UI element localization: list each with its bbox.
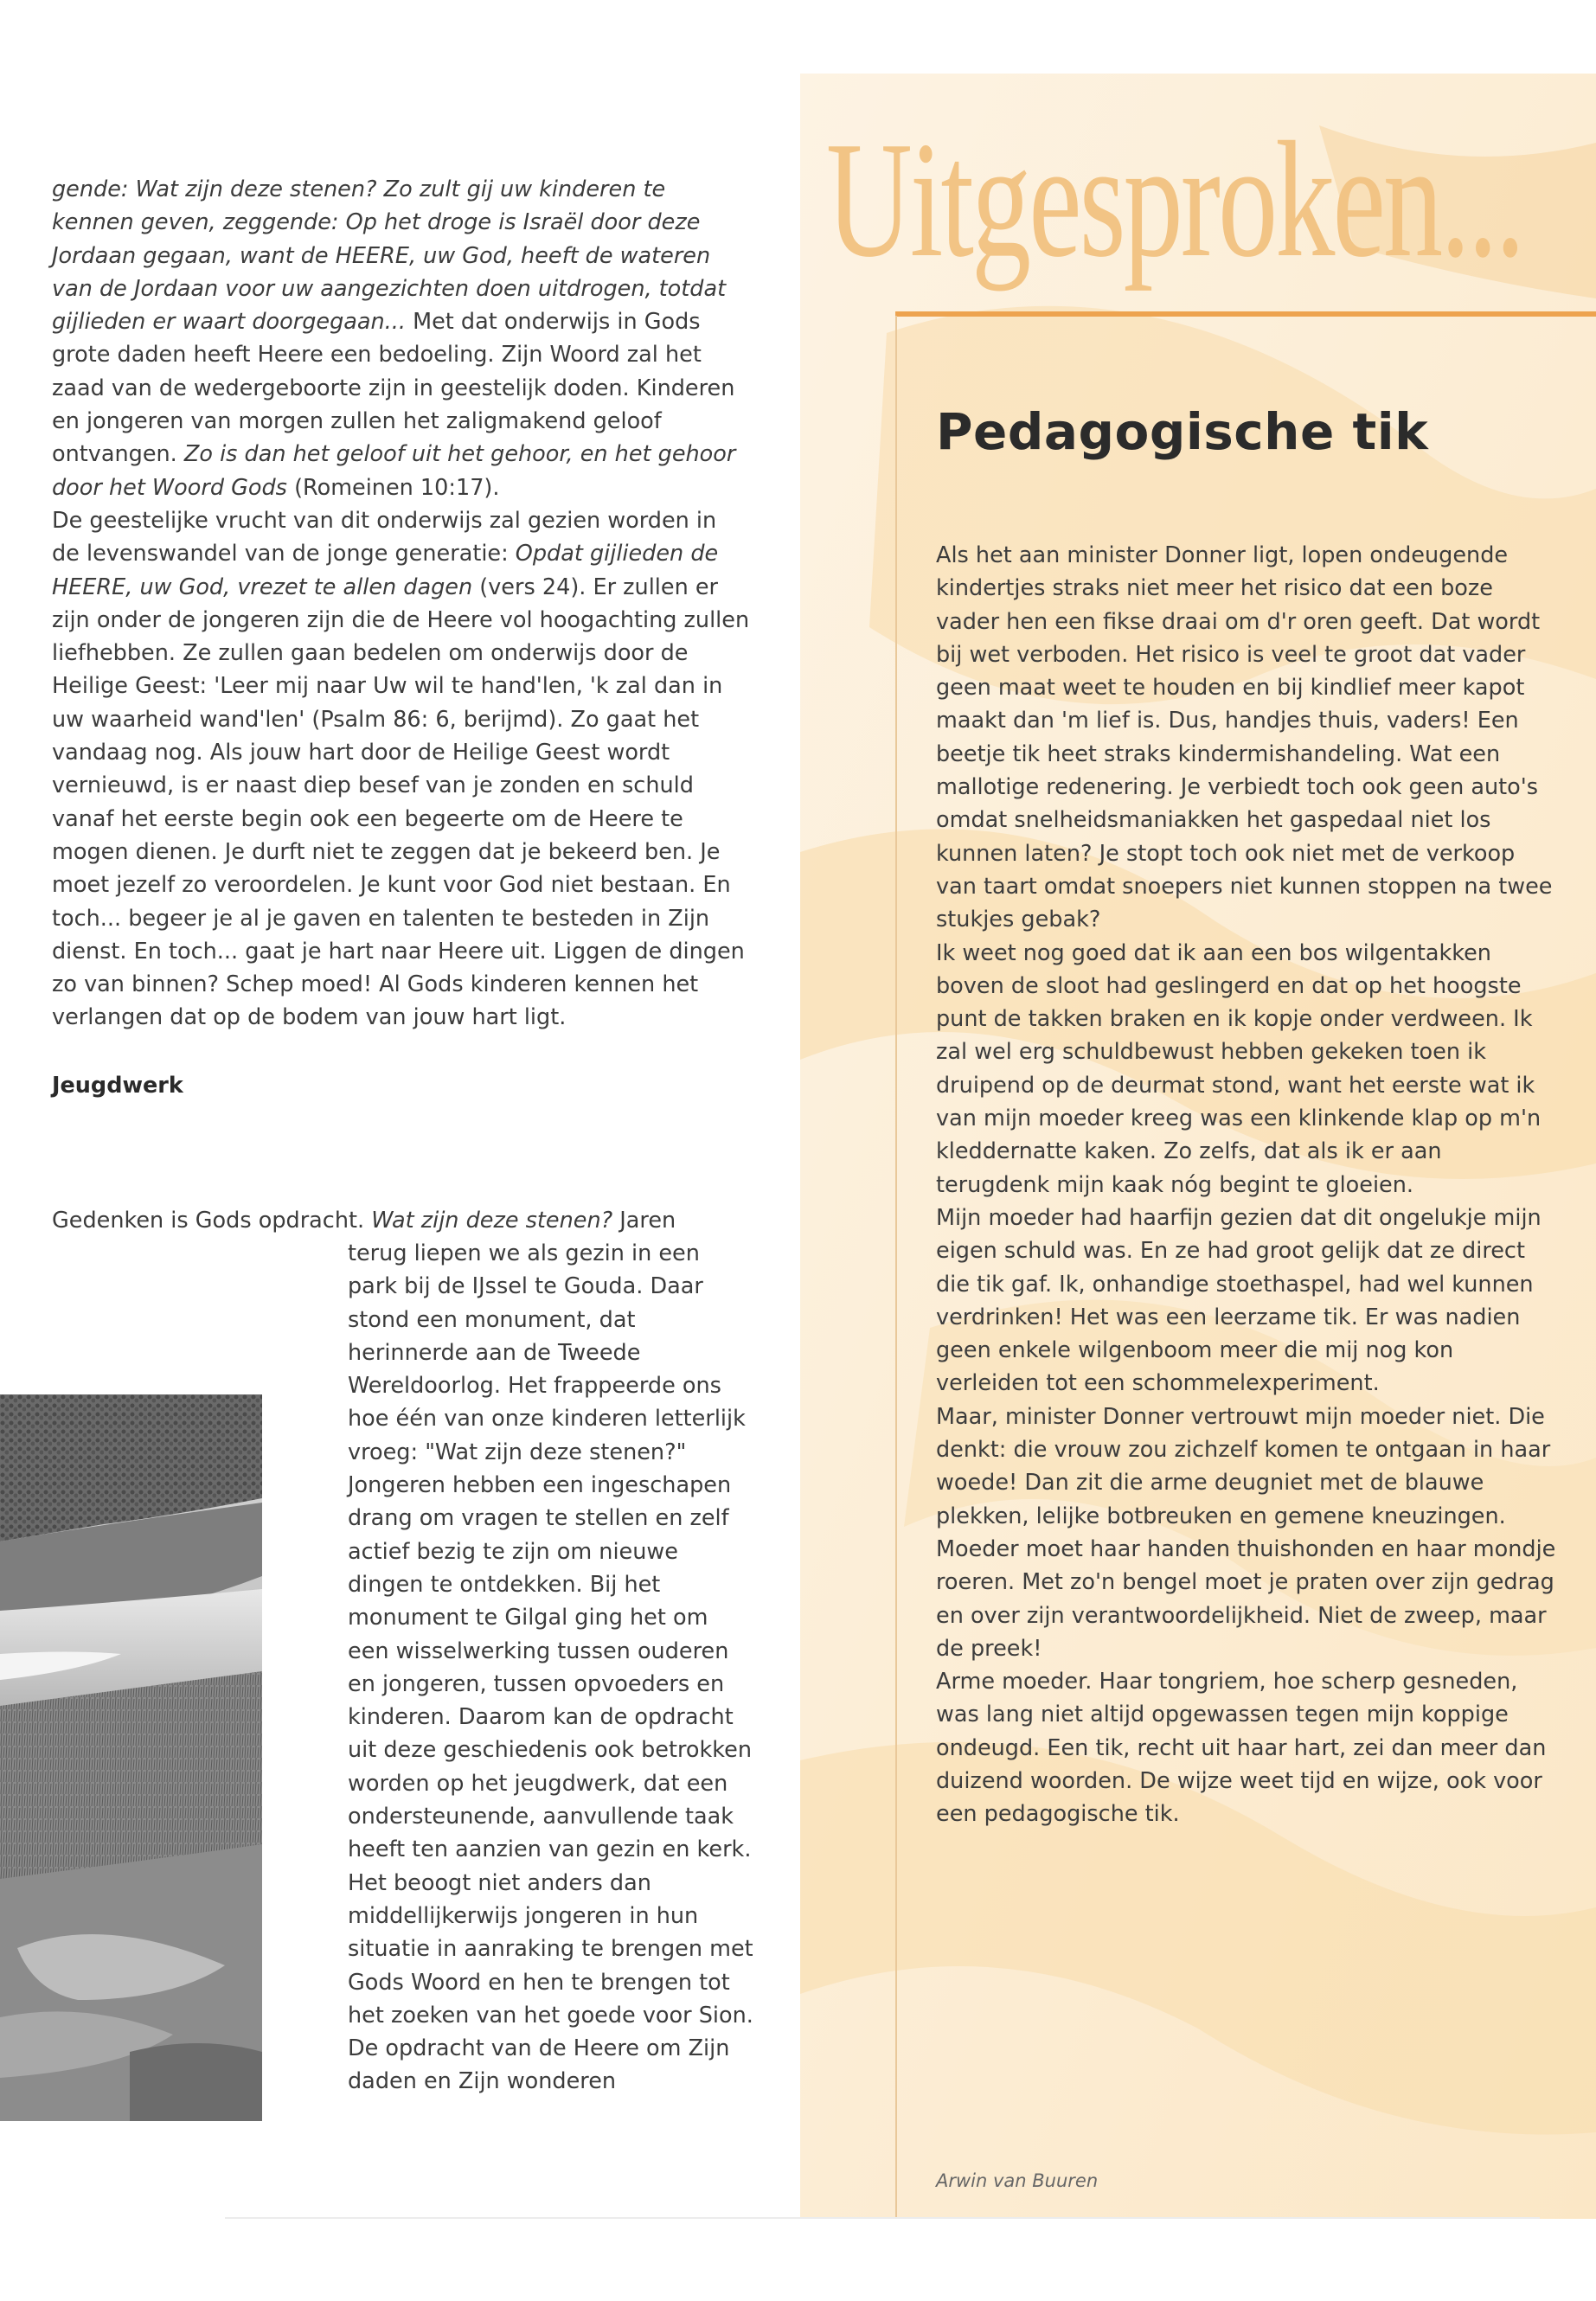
masthead-rule (895, 311, 1596, 317)
column-panel (800, 74, 1596, 2219)
bible-quote: gende: Wat zijn deze stenen? Zo zult gij uw kinderen te kennen geven, zeggende: Op het droge is Israël door deze Jordaan gegaan, want de HEERE, uw God, heeft de wateren van de Jordaan voor uw aangezichten doen uitdrogen, totdat gijlieden er waart doorgegaan... (52, 176, 727, 336)
bible-quote: Wat zijn deze stenen? (371, 1208, 613, 1234)
article-paragraph: Ik weet nog goed dat ik aan een bos wilgentakken boven de sloot had geslingerd en dat op het hoogste punt de takken braken en ik kopje onder verdween. Ik zal wel erg schuldbewust hebben gekeken toen ik druipend op de deurmat stond, want het eerste wat ik van mijn moeder kreeg was een klinkende klap op m'n kleddernatte kaken. Zo zelfs, dat als ik er aan terugdenk mijn kaak nóg begint te gloeien. (936, 939, 1542, 1198)
left-paragraph-3: terug liepen we als gezin in een park bij de IJssel te Gouda. Daar stond een monument, dat herinnerde aan de Tweede Wereldoorlog. Het frappeerde ons hoe één van onze kinderen letterlijk vroeg: "Wat zijn deze stenen?" Jongeren hebben een ingeschapen drang om vragen te stellen en zelf actief bezig te zijn om nieuwe dingen te ontdekken. Bij het monument te Gilgal ging het om een wisselwerking tussen ouderen en jongeren, tussen opvoeders en kinderen. Daarom kan de opdracht uit deze geschiedenis ook betrokken worden op het jeugdwerk, dat een ondersteunende, aanvullende taak heeft ten aanzien van gezin en kerk. Het beoogt niet anders dan middellijkerwijs jongeren in hun situatie in aanraking te brengen met Gods Woord en hen te brengen tot het zoeken van het goede voor Sion. (348, 1240, 753, 2029)
jeugdwerk-first-line (52, 1204, 761, 1237)
text-run: Gedenken is Gods opdracht. (52, 1208, 372, 1234)
photo-image (0, 1394, 262, 2121)
text-run: (Romeinen 10:17). (286, 474, 500, 501)
wrap-text (348, 1237, 754, 2099)
article-paragraph: Maar, minister Donner vertrouwt mijn moeder niet. Die denkt: die vrouw zou zichzelf komen te ontgaan in haar woede! Dan zit die arme deugniet met de blauwe plekken, lelijke botbreuken en gemene kneuzingen. Moeder moet haar handen thuishonden en haar mondje roeren. Met zo'n bengel moet je praten over zijn gedrag en over zijn verantwoordelijkheid. Niet de zweep, maar de preek! (936, 1403, 1556, 1662)
text-run: De geestelijke vrucht van dit onderwijs zal gezien worden in de levenswandel van de jonge generatie: (52, 507, 717, 567)
footer-rule (225, 2217, 1540, 2219)
article-paragraph: Arme moeder. Haar tongriem, hoe scherp gesneden, was lang niet altijd opgewassen tegen mijn koppige ondeugd. Een tik, recht uit haar hart, zei dan meer dan duizend woorden. De wijze weet tijd en wijze, ook voor een pedagogische tik. (936, 1669, 1547, 1828)
article-body (936, 539, 1559, 1831)
landscape-photo (0, 1394, 262, 2121)
text-run: Met dat onderwijs in Gods grote daden heeft Heere een bedoeling. Zijn Woord zal het zaad van de wedergeboorte zijn in geestelijk doden. Kinderen en jongeren van morgen zullen het zaligmakend geloof ontvangen. (52, 309, 735, 468)
masthead-title: Uitgesproken... (826, 107, 1523, 292)
section-heading: Jeugdwerk (52, 1072, 183, 1099)
left-paragraph-4: De opdracht van de Heere om Zijn daden en Zijn wonderen (348, 2035, 730, 2095)
bible-quote: Zo is dan het geloof uit het gehoor, en het gehoor door het Woord Gods (52, 441, 736, 501)
text-run: Jaren (612, 1208, 676, 1234)
left-column (52, 173, 751, 1102)
text-run: (vers 24). Er zullen er zijn onder de jongeren zijn die de Heere vol hoogachting zullen liefhebben. Ze zullen gaan bedelen om onderwijs door de Heilige Geest: 'Leer mij naar Uw wil te hand'len, 'k zal dan in uw waarheid wand'len' (Psalm 86: 6, berijmd). Zo gaat het vandaag nog. Als jouw hart door de Heilige Geest wordt vernieuwd, is er naast diep besef van je zonden en schuld vanaf het eerste begin ook een begeerte om de Heere te mogen dienen. Je durft niet te zeggen dat je bekeerd ben. Je moet jezelf zo veroordelen. Je kunt voor God niet bestaan. En toch... begeer je al je gaven en talenten te besteden in Zijn dienst. En toch... gaat je hart naar Heere uit. Liggen de dingen zo van binnen? Schep moed! Al Gods kinderen kennen het verlangen dat op de bodem van jouw hart ligt. (52, 574, 750, 1031)
left-paragraph-2 (52, 504, 751, 1035)
author-byline: Arwin van Buuren (936, 2170, 1099, 2191)
column-rule (895, 316, 897, 2219)
article-title: Pedagogische tik (936, 402, 1429, 461)
left-paragraph-1 (52, 173, 751, 504)
article-paragraph: Als het aan minister Donner ligt, lopen ondeugende kindertjes straks niet meer het risico dat een boze vader hen een fikse draai om d'r oren geeft. Dat wordt bij wet verboden. Het risico is veel te groot dat vader geen maat weet te houden en bij kindlief meer kapot maakt dan 'm lief is. Dus, handjes thuis, vaders! Een beetje tik heet straks kindermishandeling. Wat een mallotige redenering. Je verbiedt toch ook geen auto's omdat snelheidsmaniakken het gaspedaal niet los kunnen laten? Je stopt toch ook niet met de verkoop van taart omdat snoepers niet kunnen stoppen na twee stukjes gebak? (936, 542, 1553, 933)
bible-quote: Opdat gijlieden de HEERE, uw God, vrezet te allen dagen (52, 541, 719, 600)
article-paragraph: Mijn moeder had haarfijn gezien dat dit ongelukje mijn eigen schuld was. En ze had groot gelijk dat ze direct die tik gaf. Ik, onhandige stoethaspel, had wel kunnen verdrinken! Het was een leerzame tik. Er was nadien geen enkele wilgenboom meer die mij nog kon verleiden tot een schommelexperiment. (936, 1204, 1542, 1397)
